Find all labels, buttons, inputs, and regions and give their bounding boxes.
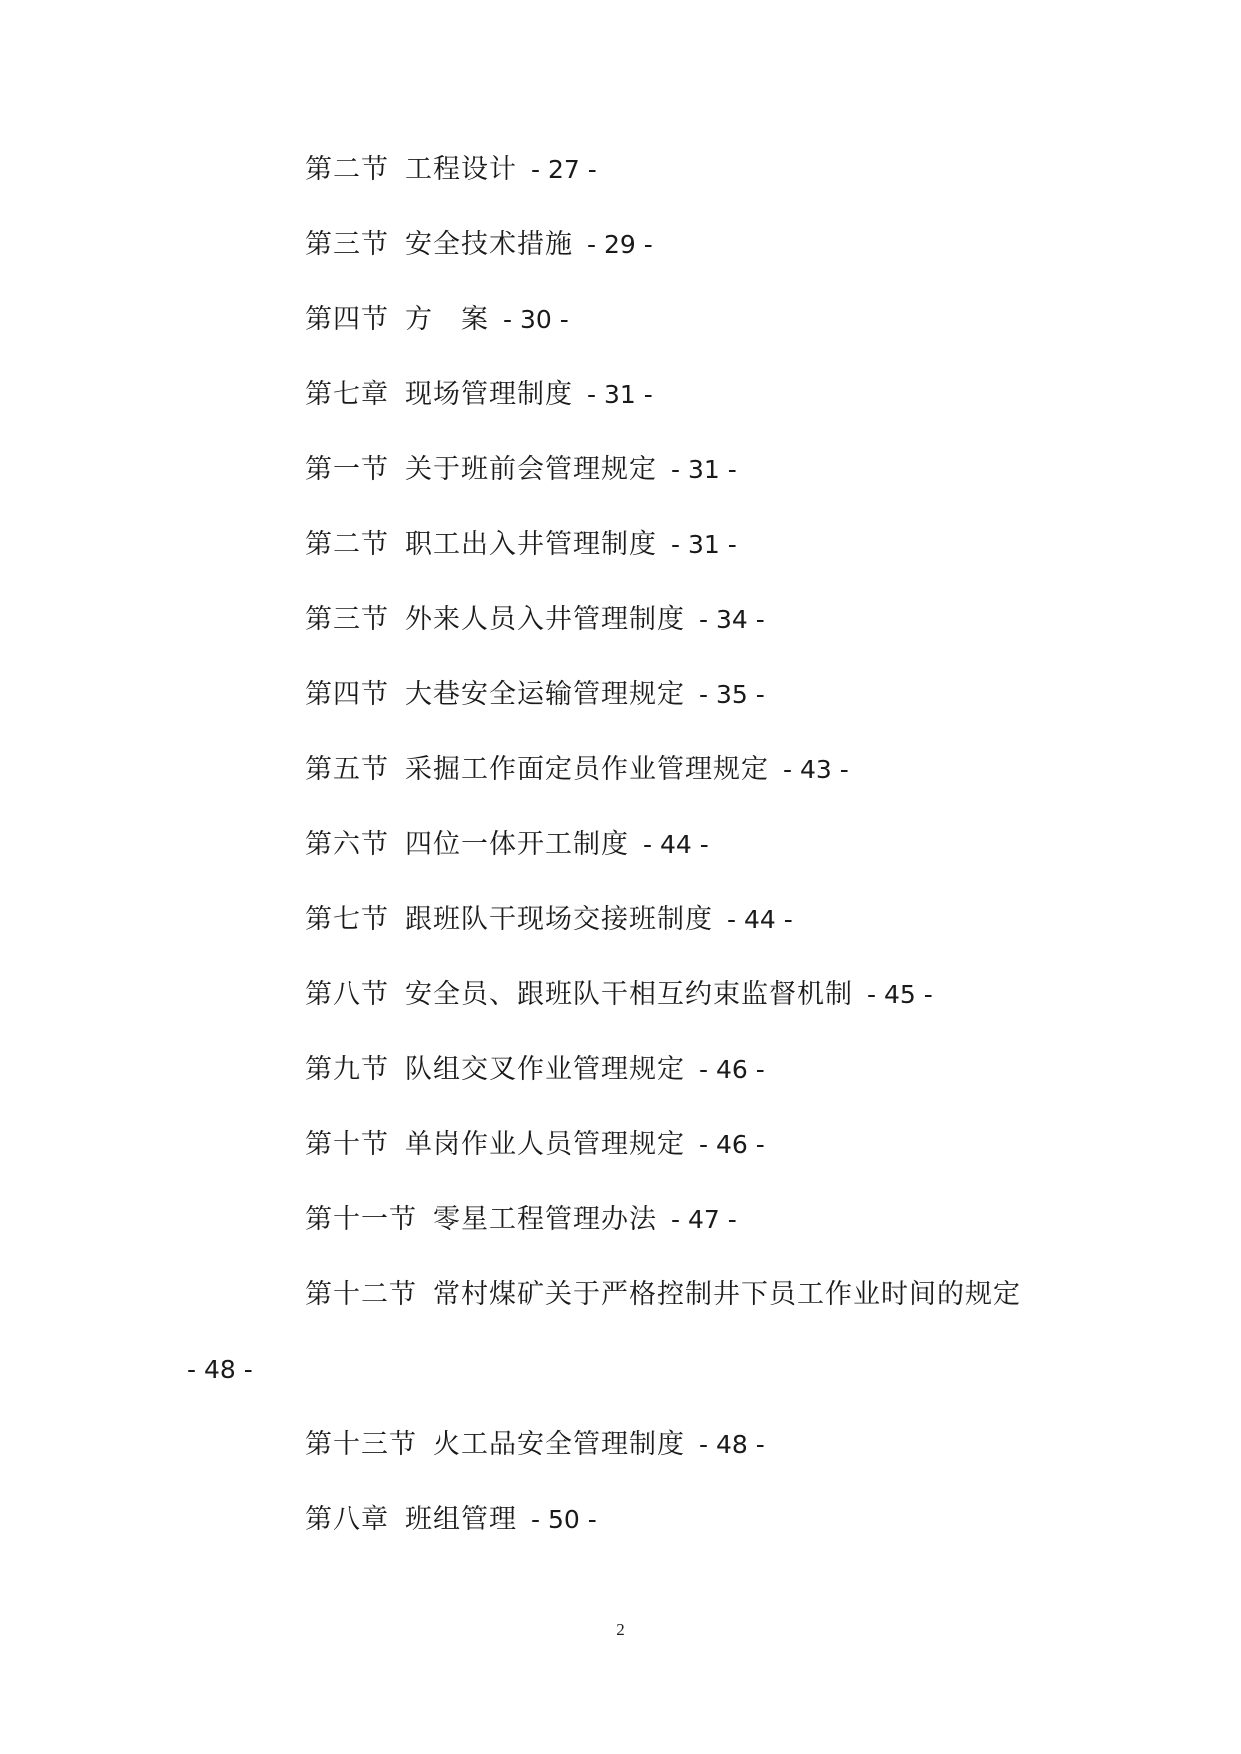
toc-entry-title: 四位一体开工制度 [405,829,629,860]
toc-entry-title: 职工出入井管理制度 [405,529,657,560]
toc-entry[interactable] [305,750,849,790]
toc-entry-title: 工程设计 [405,154,517,185]
toc-entry-title: 大巷安全运输管理规定 [405,679,685,710]
toc-entry-page: - 47 - [671,1205,737,1234]
toc-entry[interactable] [305,600,765,640]
toc-entry-page: - 48 - [187,1355,253,1384]
toc-entry-label: 第八节 [305,979,389,1010]
toc-entry-label: 第四节 [305,304,389,335]
toc-entry-title: 现场管理制度 [405,379,573,410]
toc-entry-title: 外来人员入井管理制度 [405,604,685,635]
toc-entry-page: - 43 - [783,755,849,784]
toc-entry[interactable] [187,1275,1021,1384]
toc-entry-page: - 34 - [699,605,765,634]
toc-entry-page: - 27 - [531,155,597,184]
toc-entry[interactable] [305,975,933,1015]
toc-entry-title: 安全技术措施 [405,229,573,260]
toc-entry[interactable] [305,675,765,715]
toc-entry[interactable] [305,375,653,415]
toc-entry-page: - 31 - [587,380,653,409]
toc-entry-title: 单岗作业人员管理规定 [405,1129,685,1160]
toc-entry-label: 第四节 [305,679,389,710]
toc-entry[interactable] [305,1125,765,1165]
toc-entry-label: 第十二节 [305,1279,417,1310]
toc-entry-page: - 46 - [699,1130,765,1159]
toc-entry-label: 第二节 [305,154,389,185]
toc-entry-page: - 31 - [671,530,737,559]
toc-entry-page: - 31 - [671,455,737,484]
toc-entry-title: 采掘工作面定员作业管理规定 [405,754,769,785]
toc-entry-label: 第三节 [305,604,389,635]
toc-entry-label: 第十三节 [305,1429,417,1460]
toc-entry-title: 零星工程管理办法 [433,1204,657,1235]
toc-entry-title: 常村煤矿关于严格控制井下员工作业时间的规定 [433,1279,1021,1310]
toc-entry[interactable] [305,225,653,265]
toc-entry-label: 第三节 [305,229,389,260]
page-number: 2 [616,1620,625,1639]
toc-entry-label: 第九节 [305,1054,389,1085]
toc-entry-page: - 45 - [867,980,933,1009]
toc-entry-title: 方 案 [405,304,489,335]
toc-entry-label: 第十一节 [305,1204,417,1235]
toc-entry[interactable] [305,150,597,190]
toc-entry-title: 班组管理 [405,1504,517,1535]
toc-entry-page: - 29 - [587,230,653,259]
toc-entry-page: - 44 - [727,905,793,934]
toc-entry-page: - 48 - [699,1430,765,1459]
toc-entry-label: 第十节 [305,1129,389,1160]
toc-entry-label: 第六节 [305,829,389,860]
toc-entry-title: 队组交叉作业管理规定 [405,1054,685,1085]
toc-entry-page: - 44 - [643,830,709,859]
toc-entry[interactable] [305,450,737,490]
toc-entry-label: 第二节 [305,529,389,560]
toc-entry[interactable] [305,525,737,565]
toc-entry[interactable] [305,900,793,940]
toc-entry-page: - 35 - [699,680,765,709]
toc-entry-label: 第七章 [305,379,389,410]
toc-entry-page: - 50 - [531,1505,597,1534]
toc-entry-title: 跟班队干现场交接班制度 [405,904,713,935]
toc-entry-title: 火工品安全管理制度 [433,1429,685,1460]
toc-entry[interactable] [305,1200,737,1240]
toc-entry-page: - 46 - [699,1055,765,1084]
toc-entry-title: 安全员、跟班队干相互约束监督机制 [405,979,853,1010]
toc-entry-label: 第五节 [305,754,389,785]
toc-entry[interactable] [305,300,569,340]
toc-entry[interactable] [305,1050,765,1090]
toc-entry-title: 关于班前会管理规定 [405,454,657,485]
toc-entry[interactable] [305,1425,765,1465]
toc-entry[interactable] [305,1500,597,1540]
toc-entry[interactable] [305,825,709,865]
toc-entry-label: 第一节 [305,454,389,485]
toc-entry-label: 第七节 [305,904,389,935]
toc-entry-label: 第八章 [305,1504,389,1535]
toc-entry-page: - 30 - [503,305,569,334]
